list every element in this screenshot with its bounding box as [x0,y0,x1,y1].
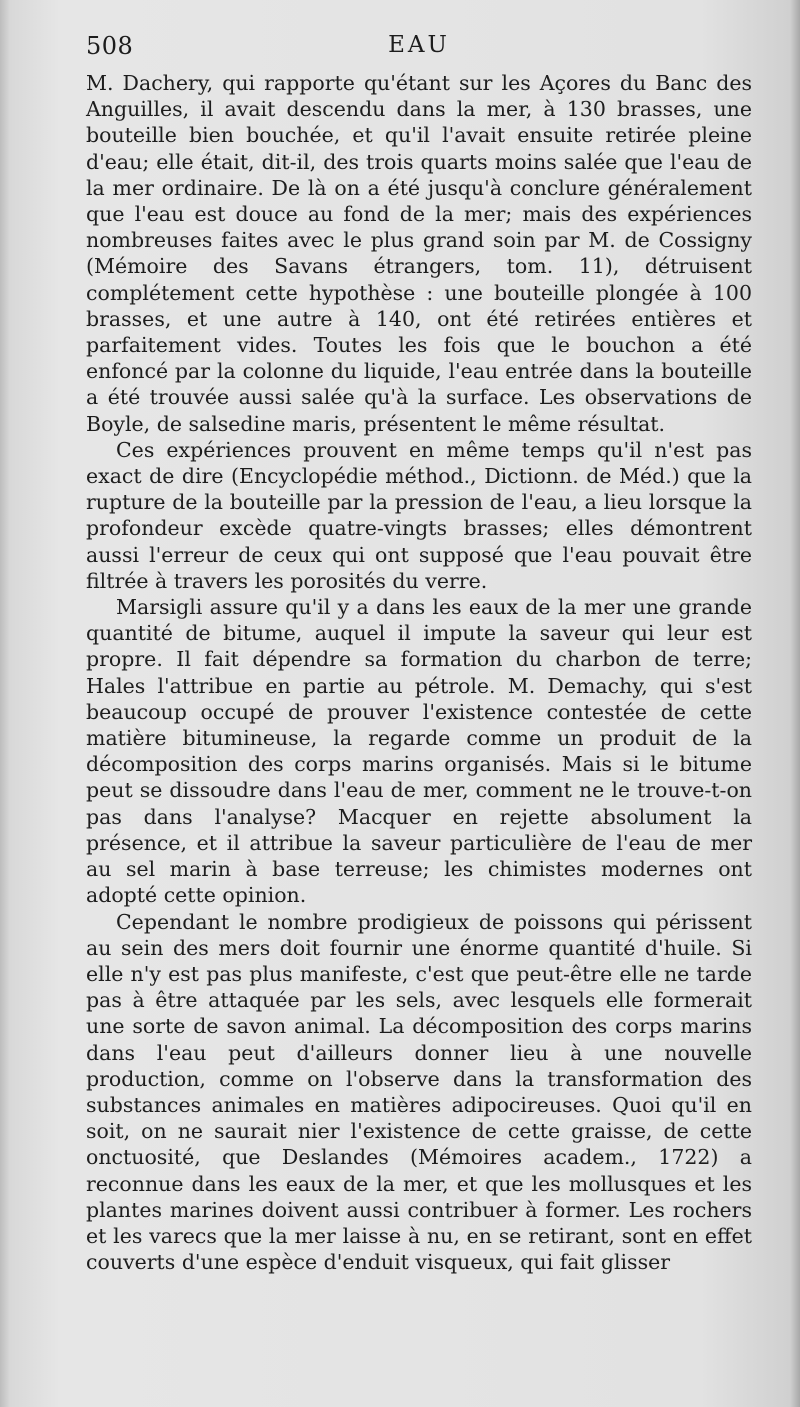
running-head: EAU [388,32,450,58]
paragraph: Cependant le nombre prodigieux de poissons qui périssent au sein des mers doit fournir une énorme quantité d'huile. Si elle n'y est pas plus manifeste, c'est que peut-être elle ne tarde pas à être attaquée par les sels, avec lesquels elle formerait une sorte de savon animal. La décomposition des corps marins dans l'eau peut d'ailleurs donner lieu à une nouvelle production, comme on l'observe dans la transformation des substances animales en matières adipocireuses. Quoi qu'il en soit, on ne saurait nier l'existence de cette graisse, de cette onctuosité, que Deslandes (Mémoires academ., 1722) a reconnue dans les eaux de la mer, et que les mollusques et les plantes marines doivent aussi contribuer à former. Les rochers et les varecs que la mer laisse à nu, en se retirant, sont en effet couverts d'une espèce d'enduit visqueux, qui fait glisser [86,909,752,1275]
paragraph: Marsigli assure qu'il y a dans les eaux de la mer une grande quantité de bitume, auquel il impute la saveur qui leur est propre. Il fait dépendre sa formation du charbon de terre; Hales l'attribue en partie au pétrole. M. Demachy, qui s'est beaucoup occupé de prouver l'existence contestée de cette matière bitumineuse, la regarde comme un produit de la décomposition des corps marins organisés. Mais si le bitume peut se dissoudre dans l'eau de mer, comment ne le trouve-t-on pas dans l'analyse? Macquer en rejette absolument la présence, et il attribue la saveur particulière de l'eau de mer au sel marin à base terreuse; les chimistes modernes ont adopté cette opinion. [86,595,752,908]
paragraph: Ces expériences prouvent en même temps qu'il n'est pas exact de dire (Encyclopédie méthod., Dictionn. de Méd.) que la rupture de la bouteille par la pression de l'eau, a lieu lorsque la profondeur excède quatre-vingts brasses; elles démontrent aussi l'erreur de ceux qui ont supposé que l'eau pouvait être filtrée à travers les porosités du verre. [86,437,752,593]
page-header [86,32,752,60]
page-number: 508 [86,32,134,60]
body-text [86,70,752,1275]
paragraph: M. Dachery, qui rapporte qu'étant sur les Açores du Banc des Anguilles, il avait descendu dans la mer, à 130 brasses, une bouteille bien bouchée, et qu'il l'avait ensuite retirée pleine d'eau; elle était, dit-il, des trois quarts moins salée que l'eau de la mer ordinaire. De là on a été jusqu'à conclure généralement que l'eau est douce au fond de la mer; mais des expériences nombreuses faites avec le plus grand soin par M. de Cossigny (Mémoire des Savans étrangers, tom. 11), détruisent complétement cette hypothèse : une bouteille plongée à 100 brasses, et une autre à 140, ont été retirées entières et parfaitement vides. Toutes les fois que le bouchon a été enfoncé par la colonne du liquide, l'eau entrée dans la bouteille a été trouvée aussi salée qu'à la surface. Les observations de Boyle, de salsedine maris, présentent le même résultat. [86,71,752,436]
